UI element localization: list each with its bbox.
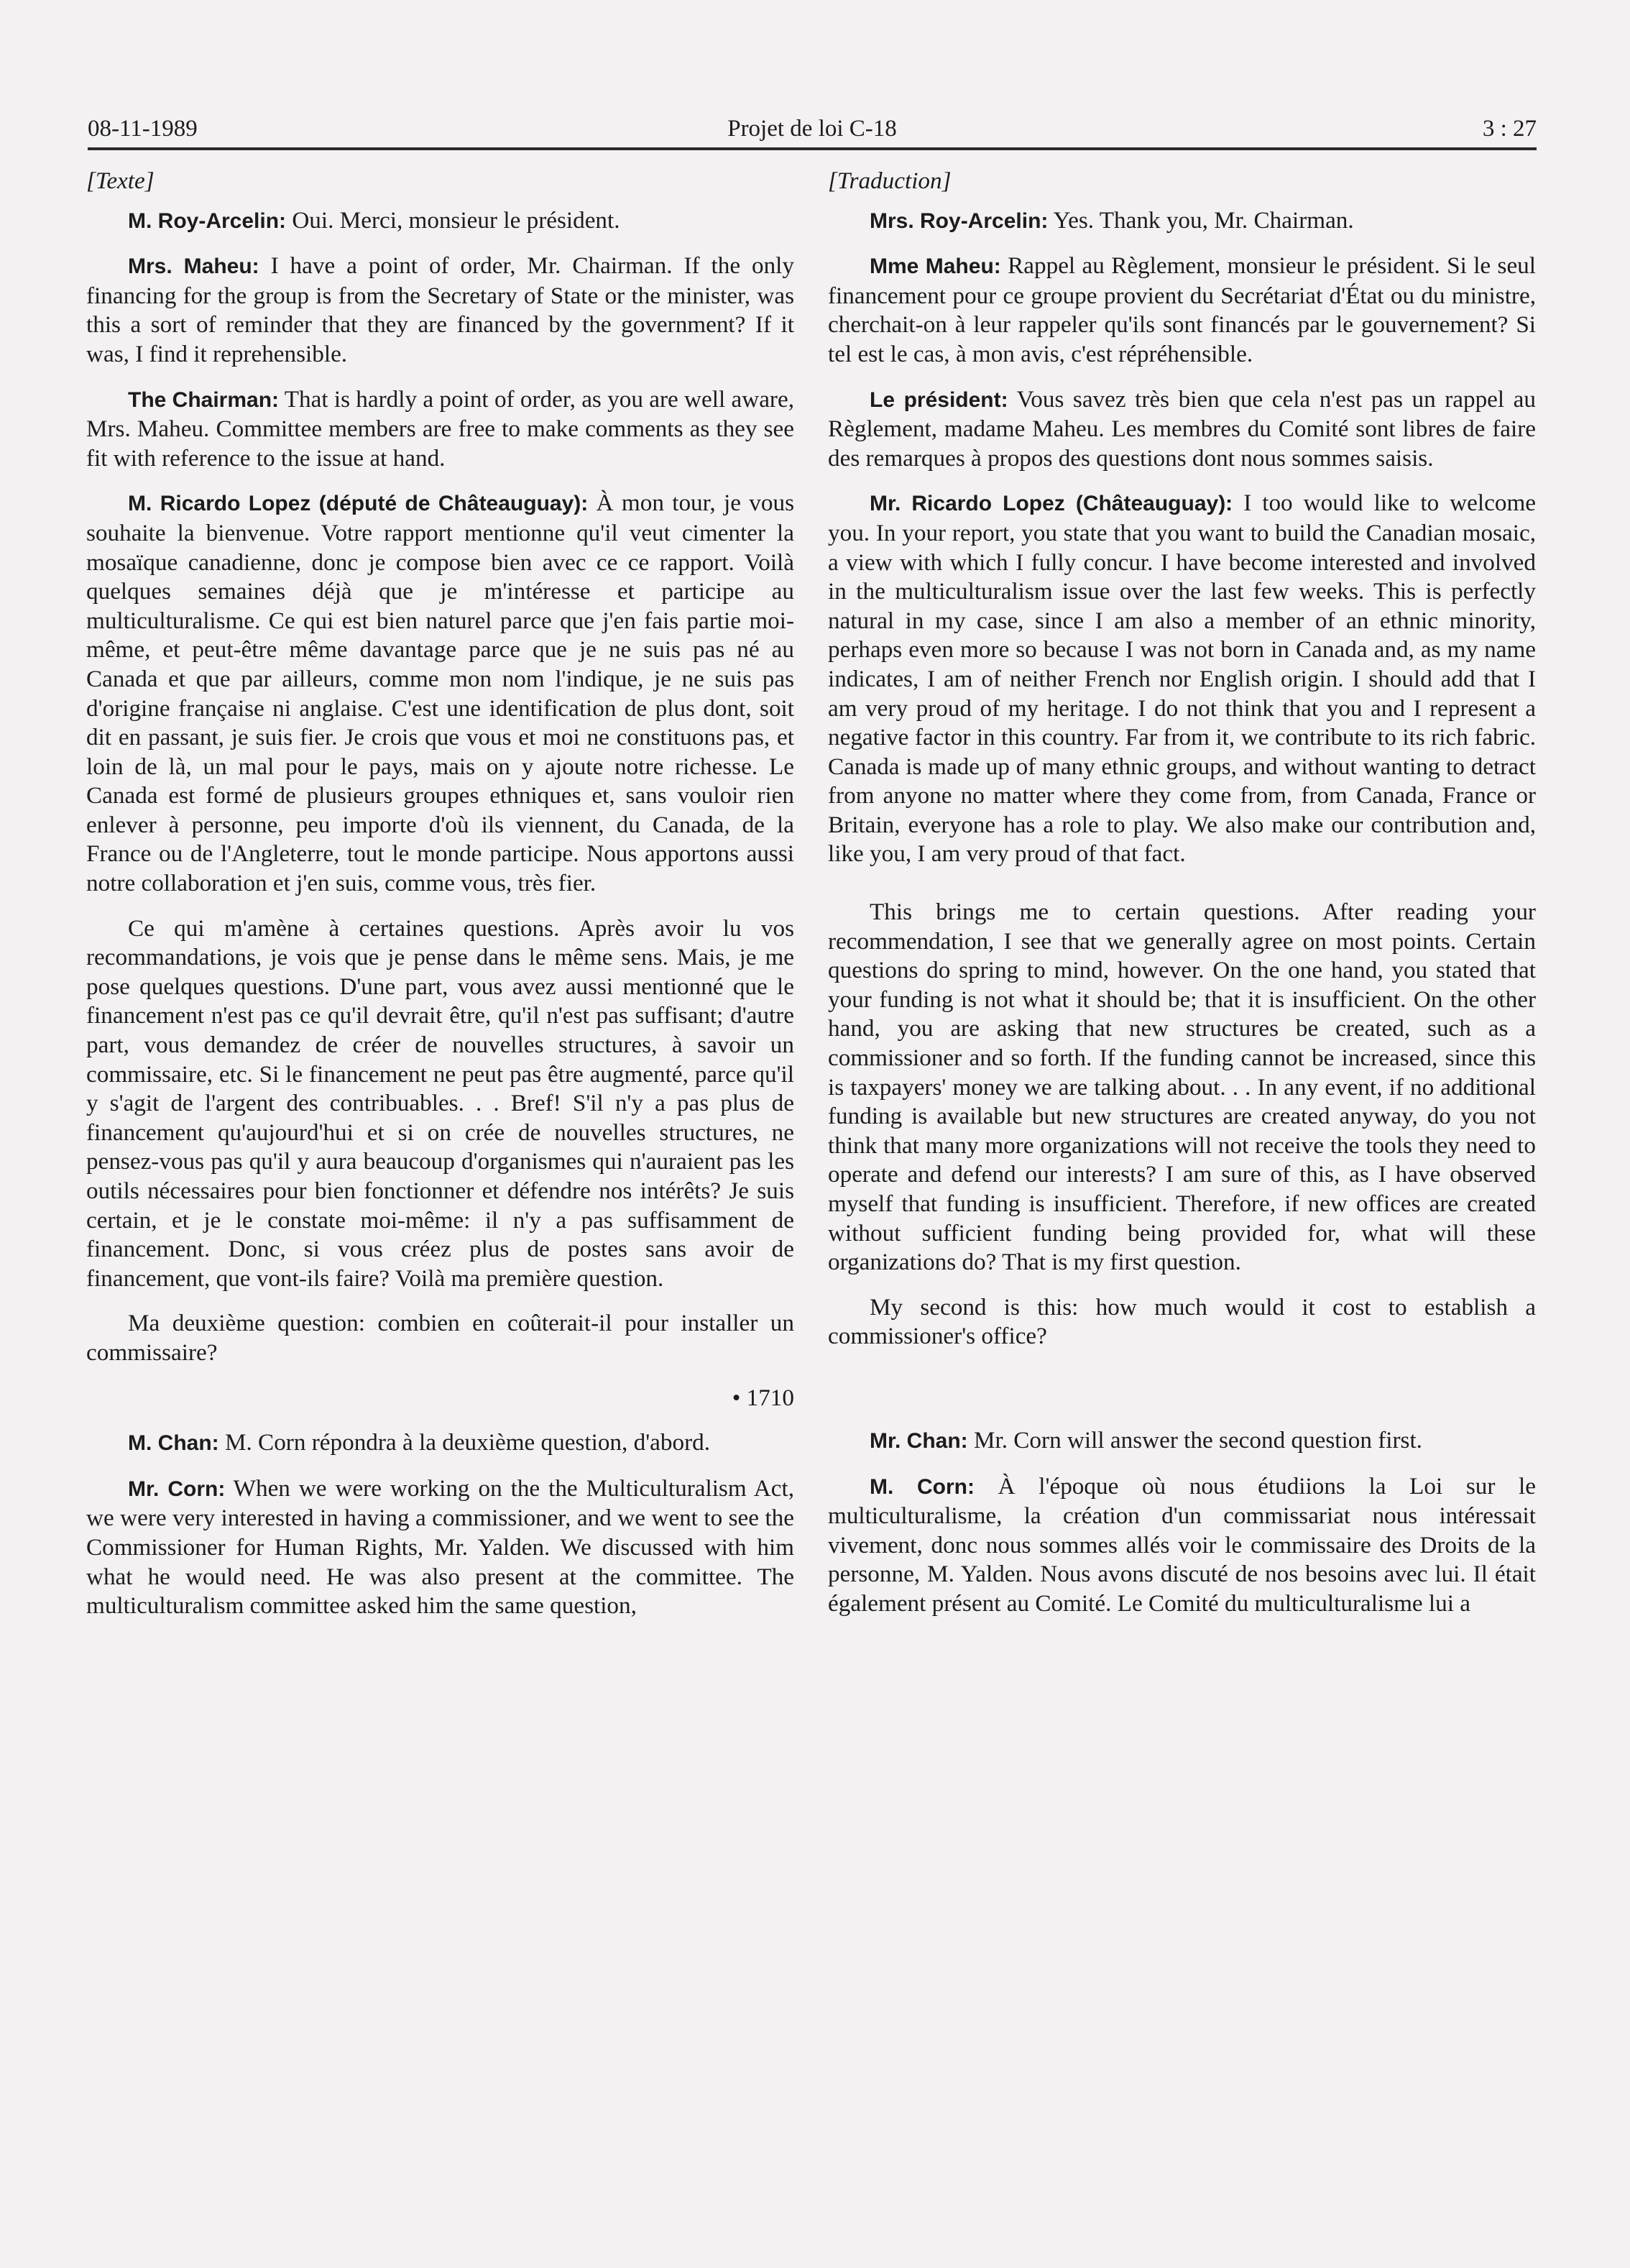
speaker-name: Le président: bbox=[870, 387, 1008, 412]
header-page-number: 3 : 27 bbox=[1482, 116, 1537, 142]
paragraph: Mrs. Roy-Arcelin: Yes. Thank you, Mr. Chairman. bbox=[870, 206, 1354, 234]
paragraph: This brings me to certain questions. After reading your recommendation, I see that we generally agree on most points. Certain questions do spring to mind, however. On the one hand, you stated that your funding is not what it should be; that it is insufficient. On the other hand, you are asking that new structures be created, such as a commissioner and so forth. If the funding cannot be increased, since this is taxpayers' money we are talking about. . . In any event, if no additional funding is available but new structures are created anyway, do you not think that many more organizations will not receive the tools they need to operate and defend our interests? I am sure of this, as I have observed myself that funding is insufficient. Therefore, if new offices are created without sufficient funding being provided for, what will these organizations do? That is my first question. bbox=[828, 899, 1536, 1276]
right-column bbox=[828, 167, 1536, 1635]
paragraph: Mme Maheu: Rappel au Règlement, monsieur le président. Si le seul financement pour ce groupe provient du Secrétariat d'État ou du ministre, cherchait-on à leur rappeler qu'ils sont financés par le gouvernement? Si tel est le cas, à mon avis, c'est répréhensible. bbox=[828, 252, 1536, 367]
header-date: 08-11-1989 bbox=[88, 116, 198, 142]
paragraph: M. Roy-Arcelin: Oui. Merci, monsieur le président. bbox=[128, 206, 620, 234]
page-header bbox=[88, 108, 1537, 150]
header-title: Projet de loi C-18 bbox=[727, 116, 897, 142]
paragraph: Ma deuxième question: combien en coûterait-il pour installer un commissaire? bbox=[86, 1310, 794, 1366]
speaker-name: Mme Maheu: bbox=[870, 254, 1001, 279]
paragraph: Mr. Chan: Mr. Corn will answer the second question first. bbox=[870, 1426, 1422, 1454]
paragraph: My second is this: how much would it cost to establish a commissioner's office? bbox=[828, 1293, 1536, 1350]
paragraph: The Chairman: That is hardly a point of order, as you are well aware, Mrs. Maheu. Committee members are free to make comments as they see fit with reference to the issue at hand. bbox=[86, 385, 795, 472]
speaker-name: M. Roy-Arcelin: bbox=[128, 208, 287, 233]
paragraph: M. Ricardo Lopez (député de Châteauguay): À mon tour, je vous souhaite la bienvenue. Votre rapport mentionne qu'il veut cimenter la mosaïque canadienne, donc je compose bien avec ce ce rapport. Voilà quelques semaines déjà que je m'intéresse et participe au multiculturalisme. Ce qui est bien naturel parce que j'en fais partie moi-même, et peut-être même davantage parce que je ne suis pas né au Canada et que par ailleurs, comme mon nom l'indique, je ne suis pas d'origine française ni anglaise. C'est une identification de plus dont, soit dit en passant, je suis fier. Je crois que vous et moi ne constituons pas, et loin de là, un mal pour le pays, mais on y ajoute notre richesse. Le Canada est formé de plusieurs groupes ethniques et, sans vouloir rien enlever à personne, peu importe d'où ils viennent, du Canada, de la France ou de l'Angleterre, tout le monde participe. Nous apportons aussi notre collaboration et j'en suis, comme vous, très fier. bbox=[86, 490, 794, 897]
time-marker: • 1710 bbox=[732, 1384, 794, 1411]
paragraph: Mr. Ricardo Lopez (Châteauguay): I too would like to welcome you. In your report, you state that you want to build the Canadian mosaic, a view with which I fully concur. I have become interested and involved in the multiculturalism issue over the last few weeks. This is perfectly natural in my case, since I am also a member of an ethnic minority, perhaps even more so because I was not born in Canada and, as my name indicates, I am of neither French nor English origin. I should add that I am very proud of my heritage. I do not think that you and I represent a negative factor in this country. Far from it, we contribute to its rich fabric. Canada is made up of many ethnic groups, and without wanting to detract from anyone no matter where they come from, from Canada, France or Britain, everyone has a role to play. We also make our contribution and, like you, I am very proud of that fact. bbox=[828, 490, 1537, 868]
speaker-name: Mr. Ricardo Lopez (Châteauguay): bbox=[870, 492, 1233, 516]
header-rule bbox=[88, 147, 1537, 150]
speaker-name: M. Ricardo Lopez (député de Châteauguay): bbox=[128, 492, 589, 516]
speaker-name: The Chairman: bbox=[128, 387, 280, 412]
paragraph: Mr. Corn: When we were working on the the Multiculturalism Act, we were very interested in having a commissioner, and we went to see the Commissioner for Human Rights, Mr. Yalden. We discussed with him what he would need. He was also present at the committee. The multiculturalism committee asked him the same question, bbox=[86, 1474, 794, 1620]
paragraph: M. Chan: M. Corn répondra à la deuxième question, d'abord. bbox=[128, 1429, 711, 1456]
spacer bbox=[828, 1367, 1536, 1410]
left-column bbox=[86, 167, 794, 1637]
speaker-name: M. Corn: bbox=[870, 1474, 975, 1499]
paragraph: Le président: Vous savez très bien que cela n'est pas un rappel au Règlement, madame Maheu. Les membres du Comité sont libres de faire des remarques à propos des questions dont nous sommes saisis. bbox=[828, 385, 1536, 472]
paragraph: M. Corn: À l'époque où nous étudiions la Loi sur le multiculturalisme, la création d'un commissariat nous intéressait vivement, donc nous sommes allés voir le commissaire des Droits de la personne, M. Yalden. Nous avons discuté de nos besoins avec lui. Il était également présent au Comité. Le Comité du multiculturalisme lui a bbox=[828, 1472, 1536, 1617]
speaker-name: M. Chan: bbox=[128, 1431, 219, 1456]
speaker-name: Mrs. Roy-Arcelin: bbox=[870, 208, 1049, 233]
speaker-name: Mrs. Maheu: bbox=[128, 254, 259, 279]
column-tag: [Traduction] bbox=[828, 167, 952, 194]
paragraph: Ce qui m'amène à certaines questions. Après avoir lu vos recommandations, je vois que je pense dans le même sens. Mais, je me pose quelques questions. D'une part, vous avez aussi mentionné que le financement n'est pas ce qu'il devrait être, qu'il n'est pas suffisant; d'autre part, vous demandez de créer de nouvelles structures, à savoir un commissaire, etc. Si le financement ne peut pas être augmenté, parce qu'il y s'agit de l'argent des contribuables. . . Bref! S'il n'y a pas plus de financement qu'aujourd'hui et si on crée de nouvelles structures, ne pensez-vous pas qu'il y aura beaucoup d'organismes qui n'auraient pas les outils nécessaires pour bien fonctionner et défendre nos intérêts? Je suis certain, et je le constate moi-même: il n'y a pas suffisamment de financement. Donc, si vous créez plus de postes sans avoir de financement, que vont-ils faire? Voilà ma première question. bbox=[86, 914, 794, 1292]
speaker-name: Mr. Corn: bbox=[128, 1477, 226, 1501]
paragraph: Mrs. Maheu: I have a point of order, Mr. Chairman. If the only financing for the group is from the Secretary of State or the minister, was this a sort of reminder that they are financed by the government? If it was, I find it reprehensible. bbox=[86, 252, 794, 367]
column-tag: [Texte] bbox=[86, 167, 155, 194]
speaker-name: Mr. Chan: bbox=[870, 1428, 968, 1453]
